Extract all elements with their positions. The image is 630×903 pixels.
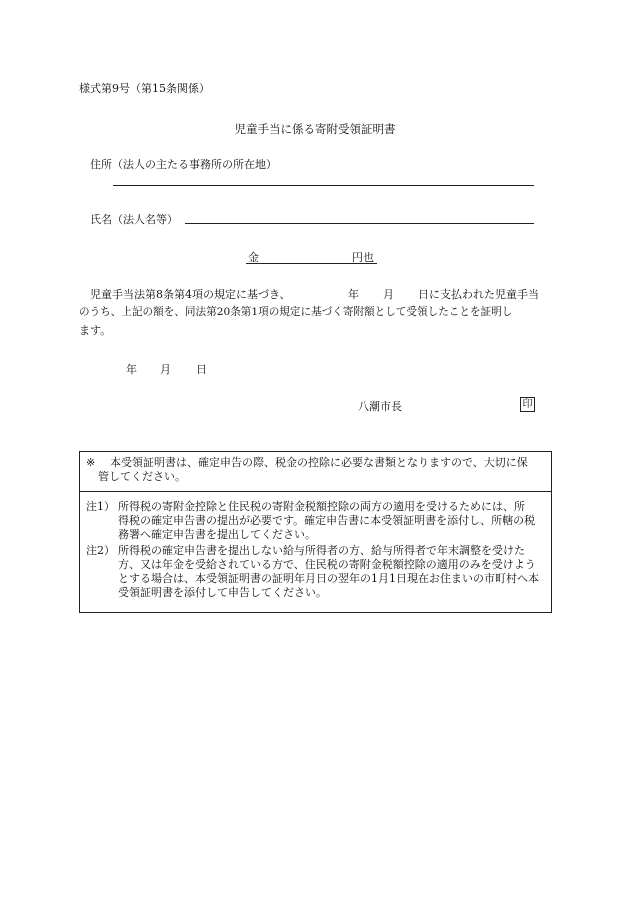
- notes-divider: [80, 491, 551, 492]
- date-year: 年: [126, 363, 137, 376]
- address-label: 住所（法人の主たる事務所の所在地）: [90, 158, 277, 171]
- statement-line3: ます。: [79, 324, 112, 337]
- amount-suffix: 円也: [352, 251, 374, 264]
- note2-line4: 受領証明書を添付して申告してください。: [118, 586, 327, 599]
- statement-year: 年: [348, 288, 359, 301]
- statement-line1-b: 日に支払われた児童手当: [418, 288, 539, 301]
- form-number: 様式第9号（第15条関係）: [79, 82, 210, 95]
- note1-line3: 務署へ確定申告書を提出してください。: [118, 528, 316, 541]
- name-line: [185, 223, 534, 224]
- note2-line2: 方、又は年金を受給されている方で、住民税の寄附金税額控除の適用のみを受けよう: [118, 558, 536, 571]
- notice-line1: 本受領証明書は、確定申告の際、税金の控除に必要な書類となりますので、大切に保: [110, 456, 528, 469]
- statement-line2: のうち、上記の額を、同法第20条第1項の規定に基づく寄附額として受領したことを証明し: [79, 306, 513, 318]
- name-label: 氏名（法人名等）: [90, 213, 178, 226]
- document-title: 児童手当に係る寄附受領証明書: [234, 122, 396, 136]
- statement-line1-a: 児童手当法第8条第4項の規定に基づき、: [90, 288, 291, 301]
- note2-label: 注2）: [86, 544, 115, 557]
- note2-line3: とする場合は、本受領証明書の証明年月日の翌年の1月1日現在お住まいの市町村へ本: [118, 572, 539, 585]
- notice-mark: ※: [86, 456, 96, 469]
- issuer-name: 八潮市長: [358, 400, 402, 413]
- note2-line1: 所得税の確定申告書を提出しない給与所得者の方、給与所得者で年末調整を受けた: [118, 544, 525, 557]
- note1-label: 注1）: [86, 500, 115, 513]
- seal-mark: 印: [520, 397, 535, 412]
- statement-month: 月: [383, 288, 394, 301]
- amount-prefix: 金: [248, 251, 259, 264]
- address-line: [113, 185, 534, 186]
- notice-line2: 管してください。: [98, 470, 186, 483]
- note1-line1: 所得税の寄附金控除と住民税の寄附金税額控除の両方の適用を受けるためには、所: [118, 500, 525, 513]
- amount-line: [246, 263, 377, 264]
- note1-line2: 得税の確定申告書の提出が必要です。確定申告書に本受領証明書を添付し、所轄の税: [118, 514, 536, 527]
- notes-box: [79, 451, 552, 613]
- date-day: 日: [196, 363, 207, 376]
- date-month: 月: [160, 363, 171, 376]
